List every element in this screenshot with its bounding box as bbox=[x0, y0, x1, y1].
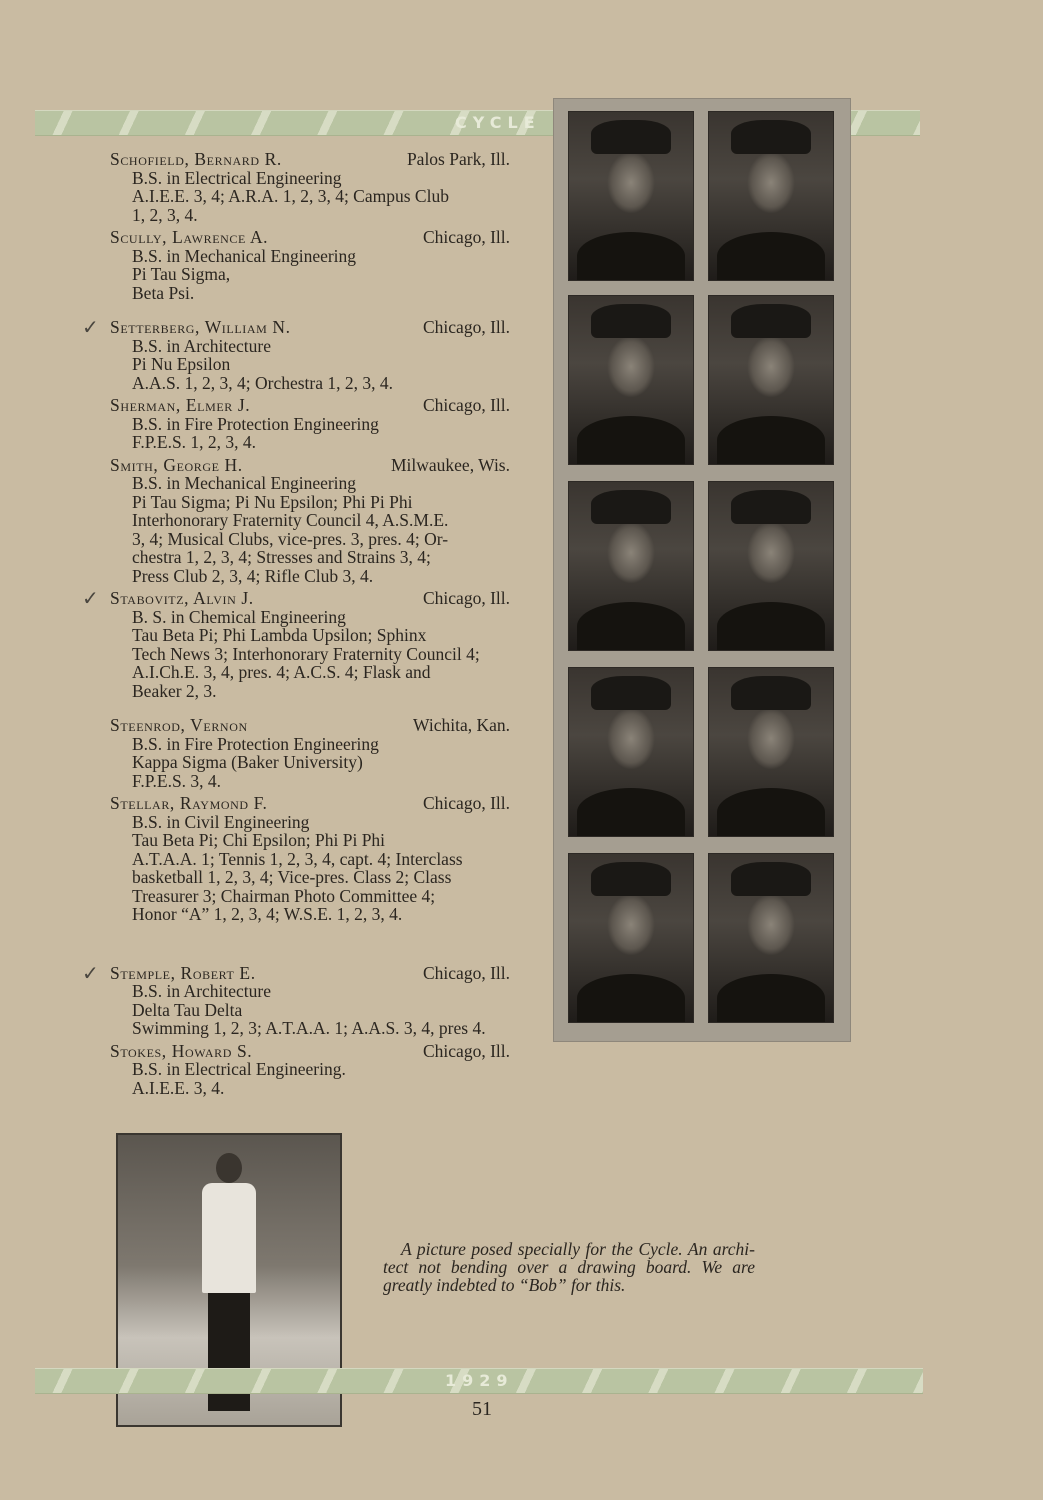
entry-detail-line: Tech News 3; Interhonorary Fraternity Council 4; bbox=[132, 643, 480, 664]
entry-header bbox=[110, 716, 510, 735]
footer-band-year: 1929 bbox=[445, 1371, 514, 1390]
entry-header bbox=[110, 794, 510, 813]
student-entry bbox=[82, 586, 510, 701]
student-name: Setterberg, William N. bbox=[110, 317, 291, 337]
entry-details bbox=[110, 1060, 510, 1097]
footer-band bbox=[35, 1368, 923, 1394]
entry-details bbox=[110, 608, 510, 701]
student-entry bbox=[110, 456, 510, 586]
portrait-sherman bbox=[708, 295, 834, 465]
page-number: 51 bbox=[472, 1398, 492, 1420]
student-hometown: Chicago, Ill. bbox=[423, 227, 510, 247]
entry-detail-line: B. S. in Chemical Engineering bbox=[132, 606, 346, 627]
portrait-stemple bbox=[568, 853, 694, 1023]
photo-caption: A picture posed specially for the Cycle. An archi- tect not bending over a drawing board. We are greatly indebted to “Bob” for this. bbox=[383, 1239, 755, 1295]
student-entry bbox=[110, 396, 510, 452]
header-band-word: CYCLE bbox=[455, 113, 541, 132]
student-hometown: Wichita, Kan. bbox=[413, 715, 510, 735]
entry-header bbox=[110, 228, 510, 247]
student-hometown: Chicago, Ill. bbox=[423, 1040, 510, 1061]
entry-detail-line: A.I.E.E. 3, 4. bbox=[132, 1077, 225, 1098]
student-hometown: Palos Park, Ill. bbox=[406, 149, 510, 169]
student-name: Smith, George H. bbox=[110, 454, 243, 475]
entry-header bbox=[110, 318, 510, 337]
student-name: Stellar, Raymond F. bbox=[110, 793, 268, 813]
student-hometown: Chicago, Ill. bbox=[423, 395, 510, 415]
entry-detail-line: B.S. in Fire Protection Engineering bbox=[132, 413, 379, 434]
portrait-smith bbox=[568, 481, 694, 651]
entry-details bbox=[110, 169, 510, 225]
student-hometown: Milwaukee, Wis. bbox=[390, 454, 510, 475]
portrait-stokes bbox=[708, 853, 834, 1023]
entry-detail-line: Honor “A” 1, 2, 3, 4; W.S.E. 1, 2, 3, 4. bbox=[132, 904, 403, 924]
entry-details bbox=[110, 474, 510, 585]
entry-detail-line: Delta Tau Delta bbox=[132, 999, 243, 1020]
student-name: Stemple, Robert E. bbox=[110, 962, 256, 983]
entry-detail-line: 1, 2, 3, 4. bbox=[132, 204, 198, 225]
student-name: Schofield, Bernard R. bbox=[110, 149, 282, 169]
student-name: Scully, Lawrence A. bbox=[110, 227, 269, 247]
student-hometown: Chicago, Ill. bbox=[423, 962, 510, 983]
entry-header bbox=[110, 964, 510, 983]
portrait-setterberg bbox=[568, 295, 694, 465]
entry-detail-line: Beta Psi. bbox=[132, 282, 195, 303]
entry-detail-line: A.A.S. 1, 2, 3, 4; Orchestra 1, 2, 3, 4. bbox=[132, 372, 394, 393]
student-hometown: Chicago, Ill. bbox=[423, 793, 510, 813]
portrait-steenrod bbox=[568, 667, 694, 837]
portrait-scully bbox=[708, 111, 834, 281]
student-entry bbox=[82, 315, 510, 393]
entry-details bbox=[110, 337, 510, 393]
entry-detail-line: chestra 1, 2, 3, 4; Stresses and Strains 3, 4; bbox=[132, 547, 431, 567]
check-mark-icon: ✓ bbox=[82, 960, 99, 985]
student-name: Steenrod, Vernon bbox=[110, 715, 248, 735]
student-name: Sherman, Elmer J. bbox=[110, 395, 251, 415]
check-mark-icon: ✓ bbox=[82, 586, 99, 610]
entry-detail-line: B.S. in Architecture bbox=[132, 335, 272, 356]
student-entry bbox=[110, 794, 510, 924]
entry-detail-line: Pi Tau Sigma; Pi Nu Epsilon; Phi Pi Phi bbox=[132, 491, 413, 512]
student-entry bbox=[110, 150, 510, 224]
check-mark-icon: ✓ bbox=[82, 315, 99, 339]
entry-detail-line: Kappa Sigma (Baker University) bbox=[132, 752, 363, 772]
entry-detail-line: A.I.Ch.E. 3, 4, pres. 4; A.C.S. 4; Flask and bbox=[132, 662, 431, 682]
student-entry bbox=[82, 960, 510, 1038]
entry-details bbox=[110, 415, 510, 452]
entry-details bbox=[110, 735, 510, 791]
entry-detail-line: A.T.A.A. 1; Tennis 1, 2, 3, 4, capt. 4; Interclass bbox=[132, 848, 463, 869]
entry-detail-line: Interhonorary Fraternity Council 4, A.S.M.E. bbox=[132, 510, 449, 530]
entry-detail-line: B.S. in Mechanical Engineering bbox=[132, 473, 357, 493]
entry-detail-line: Pi Tau Sigma, bbox=[132, 264, 231, 284]
entry-header bbox=[110, 150, 510, 169]
entry-details bbox=[110, 247, 510, 303]
student-name: Stabovitz, Alvin J. bbox=[110, 588, 254, 608]
entry-detail-line: B.S. in Electrical Engineering bbox=[132, 167, 342, 188]
entry-detail-line: Pi Nu Epsilon bbox=[132, 354, 231, 374]
portrait-panel bbox=[553, 98, 851, 1042]
student-entry bbox=[110, 1042, 510, 1098]
entry-detail-line: Tau Beta Pi; Phi Lambda Upsilon; Sphinx bbox=[132, 625, 427, 645]
portrait-schofield bbox=[568, 111, 694, 281]
entry-detail-line: A.I.E.E. 3, 4; A.R.A. 1, 2, 3, 4; Campus Club bbox=[132, 186, 449, 206]
entry-details bbox=[110, 813, 510, 924]
entry-detail-line: basketball 1, 2, 3, 4; Vice-pres. Class 2; Class bbox=[132, 867, 452, 887]
entry-detail-line: Swimming 1, 2, 3; A.T.A.A. 1; A.A.S. 3, 4, pres 4. bbox=[132, 1018, 486, 1038]
student-hometown: Chicago, Ill. bbox=[423, 588, 510, 608]
entry-header bbox=[110, 396, 510, 415]
entry-detail-line: F.P.E.S. 3, 4. bbox=[132, 770, 222, 791]
entry-detail-line: Treasurer 3; Chairman Photo Committee 4; bbox=[132, 885, 436, 906]
entry-detail-line: B.S. in Architecture bbox=[132, 981, 272, 1001]
student-entries bbox=[82, 149, 510, 1101]
entry-detail-line: Press Club 2, 3, 4; Rifle Club 3, 4. bbox=[132, 565, 374, 586]
entry-details bbox=[110, 982, 510, 1038]
student-hometown: Chicago, Ill. bbox=[423, 317, 510, 337]
entry-detail-line: F.P.E.S. 1, 2, 3, 4. bbox=[132, 432, 257, 452]
entry-header bbox=[110, 1042, 510, 1061]
entry-detail-line: 3, 4; Musical Clubs, vice-pres. 3, pres. 4; Or- bbox=[132, 528, 449, 549]
portrait-stellar bbox=[708, 667, 834, 837]
entry-detail-line: Tau Beta Pi; Chi Epsilon; Phi Pi Phi bbox=[132, 830, 386, 850]
entry-detail-line: B.S. in Civil Engineering bbox=[132, 811, 310, 832]
portrait-stabovitz bbox=[708, 481, 834, 651]
entry-detail-line: B.S. in Fire Protection Engineering bbox=[132, 733, 379, 754]
student-entry bbox=[110, 716, 510, 790]
student-name: Stokes, Howard S. bbox=[110, 1040, 253, 1061]
entry-header bbox=[110, 589, 510, 608]
student-entry bbox=[110, 228, 510, 302]
entry-detail-line: Beaker 2, 3. bbox=[132, 680, 217, 701]
entry-detail-line: B.S. in Electrical Engineering. bbox=[132, 1059, 346, 1079]
entry-header bbox=[110, 456, 510, 475]
entry-detail-line: B.S. in Mechanical Engineering bbox=[132, 245, 357, 266]
